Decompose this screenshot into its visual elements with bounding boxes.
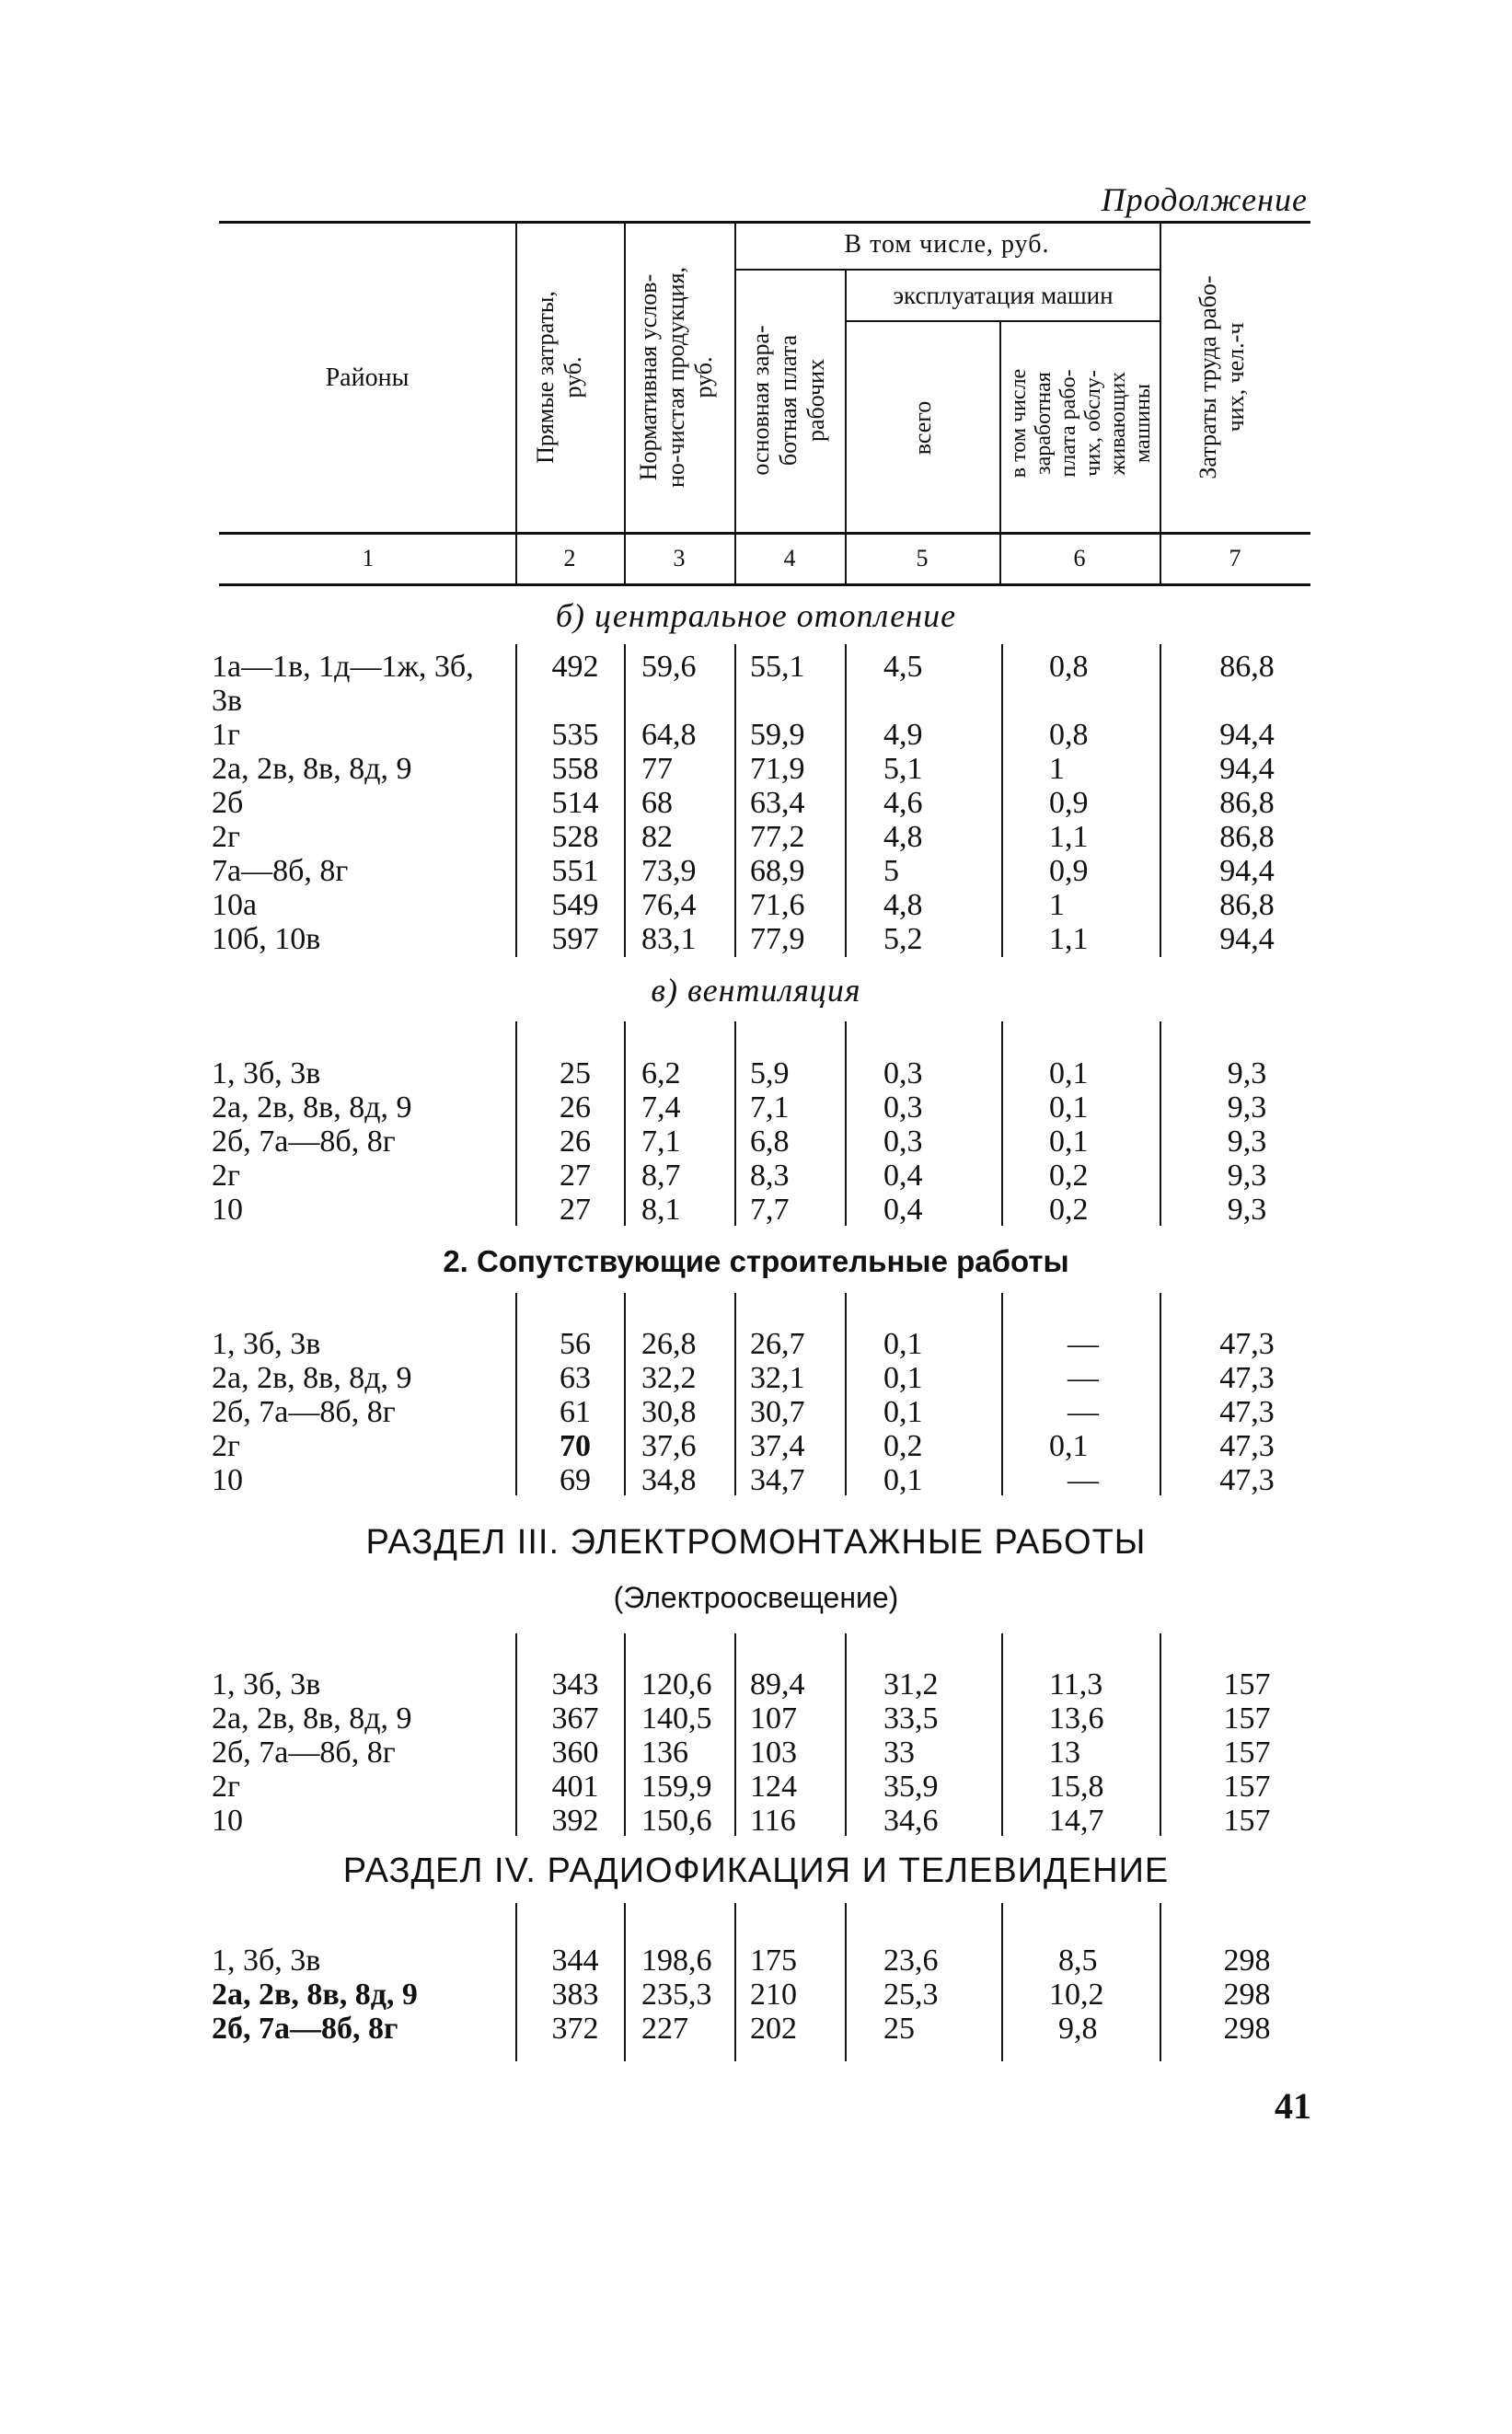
table-cell: 26,8 [641,1327,697,1361]
table-cell: 367 [551,1701,599,1736]
table-cell: 32,1 [750,1361,805,1395]
table-cell: 35,9 [883,1770,939,1804]
table-cell: 94,4 [1219,854,1275,888]
table-cell: 9,8 [1058,2012,1098,2046]
table-cell: 13 [1049,1736,1080,1770]
table-cell: 0,1 [883,1395,923,1429]
table-cell: 235,3 [641,1978,712,2012]
table-cell: 77,9 [750,922,805,956]
table-cell: 9,3 [1227,1193,1267,1227]
table-cell: 2а, 2в, 8в, 8д, 9 [212,1701,412,1736]
table-cell: 103 [750,1736,797,1770]
table-cell: 549 [551,888,599,922]
table-cell: 55,1 [750,650,805,684]
table-row [0,1090,1512,1125]
table-cell: 6,2 [641,1056,681,1090]
table-cell: 401 [551,1770,599,1804]
table-cell: 47,3 [1219,1395,1275,1429]
table-cell: — [1068,1395,1099,1429]
table-cell: 136 [641,1736,688,1770]
colnum-6: 6 [1073,545,1086,571]
table-cell: 68,9 [750,854,805,888]
table-cell: 8,1 [641,1193,681,1227]
table-cell: 10а [212,888,258,922]
table-cell: 69 [560,1463,591,1497]
section-title-electrical: РАЗДЕЛ III. ЭЛЕКТРОМОНТАЖНЫЕ РАБОТЫ [365,1523,1147,1562]
table-row [0,888,1512,922]
colnum-1: 1 [362,545,375,571]
table-row [0,1978,1512,2012]
table-cell: 9,3 [1227,1056,1267,1090]
table-cell: 8,5 [1058,1944,1098,1978]
table-cell: 4,5 [883,650,923,684]
table-cell: 1, 3б, 3в [212,1327,321,1361]
table-cell: 25,3 [883,1978,939,2012]
table-cell: 32,2 [641,1361,697,1395]
continuation-label: Продолжение [1101,181,1308,218]
table-cell: 1, 3б, 3в [212,1944,321,1978]
table-cell: 3в [212,684,243,718]
section-subtitle-lighting: (Электроосвещение) [613,1581,899,1614]
table-cell: 0,1 [1049,1056,1089,1090]
table-row [0,1056,1512,1090]
header-labor-costs: Затраты труда рабо- чих, чел.-ч [1195,275,1249,479]
table-cell: 2а, 2в, 8в, 8д, 9 [212,1361,412,1395]
table-cell: 0,4 [883,1159,923,1193]
table-cell: 11,3 [1049,1667,1103,1701]
table-cell: 6,8 [750,1125,790,1159]
table-row [0,1701,1512,1736]
table-cell: 4,9 [883,718,923,752]
table-cell: 392 [551,1804,599,1838]
table-cell: 10 [212,1193,243,1227]
table-cell: 37,6 [641,1429,697,1463]
colnum-5: 5 [916,545,929,571]
table-cell: 298 [1223,1944,1271,1978]
table-cell: 157 [1223,1804,1271,1838]
table-cell: 89,4 [750,1667,805,1701]
table-cell: 10 [212,1463,243,1497]
table-cell: 30,7 [750,1395,805,1429]
table-header [219,221,1310,585]
table-cell: 77,2 [750,820,805,854]
table-cell: 33 [883,1736,915,1770]
table-cell: 1г [212,718,240,752]
table-row [0,1804,1512,1838]
table-cell: 0,3 [883,1090,923,1125]
table-cell: 157 [1223,1770,1271,1804]
table-cell: 63,4 [750,786,805,820]
section-title-heating: б) центральное отопление [555,597,957,634]
table-cell: 25 [560,1056,591,1090]
table-cell: 25 [883,2012,915,2046]
header-direct-costs: Прямые затраты, руб. [532,291,586,464]
table-cell: 2а, 2в, 8в, 8д, 9 [212,1090,412,1125]
table-cell: 1,1 [1049,820,1089,854]
table-cell: 0,1 [883,1327,923,1361]
table-cell: 5,9 [750,1056,790,1090]
table-cell: 26 [560,1125,591,1159]
table-cell: 124 [750,1770,797,1804]
table-cell: — [1068,1463,1099,1497]
table-cell: 528 [551,820,599,854]
table-cell: 2б, 7а—8б, 8г [212,2012,398,2046]
table-cell: 86,8 [1219,650,1275,684]
table-row [0,718,1512,752]
table-cell: 2г [212,1159,240,1193]
table-cell: 9,3 [1227,1159,1267,1193]
table-cell: 1,1 [1049,922,1089,956]
table-cell: 157 [1223,1701,1271,1736]
table-cell: 1а—1в, 1д—1ж, 3б, [212,650,474,684]
table-cell: 159,9 [641,1770,712,1804]
table-cell: 94,4 [1219,922,1275,956]
table-cell: 514 [551,786,599,820]
table-cell: 227 [641,2012,688,2046]
table-cell: 31,2 [883,1667,939,1701]
table-row [0,1125,1512,1159]
table-cell: 7,1 [750,1090,790,1125]
table-cell: 63 [560,1361,591,1395]
table-cell: 2б, 7а—8б, 8г [212,1395,396,1429]
table-row [0,752,1512,786]
table-cell: 107 [750,1701,797,1736]
table-row [0,786,1512,820]
table-cell: 8,7 [641,1159,681,1193]
table-cell: 372 [551,2012,599,2046]
table-cell: 94,4 [1219,752,1275,786]
table-cell: 0,9 [1049,786,1089,820]
table-cell: 7,1 [641,1125,681,1159]
table-cell: 13,6 [1049,1701,1104,1736]
table-cell: 2г [212,820,240,854]
table-row [0,1193,1512,1227]
table-cell: 558 [551,752,599,786]
table-cell: 551 [551,854,599,888]
table-cell: 1, 3б, 3в [212,1056,321,1090]
table-cell: 9,3 [1227,1090,1267,1125]
table-cell: 0,8 [1049,650,1089,684]
table-cell: — [1068,1327,1099,1361]
table-row [0,650,1512,684]
table-cell: 175 [750,1944,797,1978]
table-cell: 2б [212,786,244,820]
table-cell: 59,6 [641,650,697,684]
table-cell: 0,8 [1049,718,1089,752]
section-title-construction: 2. Сопутствующие строительные работы [443,1244,1069,1278]
table-row [0,1429,1512,1463]
table-cell: 26,7 [750,1327,805,1361]
header-machine-total: всего [909,400,936,456]
table-cell: 0,2 [883,1429,923,1463]
table-cell: 210 [750,1978,797,2012]
table-row [0,922,1512,956]
table-cell: 0,1 [883,1361,923,1395]
table-cell: 82 [641,820,673,854]
table-cell: 116 [750,1804,796,1838]
table-cell: 344 [551,1944,599,1978]
table-row [0,2012,1512,2046]
table-row [0,854,1512,888]
table-cell: 0,3 [883,1056,923,1090]
table-row [0,1159,1512,1193]
table-cell: 5 [883,854,899,888]
table-cell: 15,8 [1049,1770,1104,1804]
table-cell: 2г [212,1770,240,1804]
header-machine-wage: в том числе заработная плата рабо- чих, обслу- живающих машины [1007,368,1155,479]
table-cell: 8,3 [750,1159,790,1193]
table-row [0,1463,1512,1497]
table-row [0,684,1512,718]
table-cell: 47,3 [1219,1463,1275,1497]
table-cell: 56 [560,1327,591,1361]
table-row [0,1736,1512,1770]
header-regions: Районы [325,363,410,392]
table-cell: 86,8 [1219,888,1275,922]
table-cell: 1 [1049,888,1065,922]
table-cell: 120,6 [641,1667,712,1701]
header-group: В том числе, руб. [844,230,1050,259]
table-cell: 7,7 [750,1193,790,1227]
header-machine-operation: эксплуатация машин [893,282,1114,309]
table-cell: 2б, 7а—8б, 8г [212,1736,396,1770]
colnum-4: 4 [783,545,796,571]
table-cell: 492 [551,650,599,684]
colnum-2: 2 [563,545,576,571]
table-cell: 0,1 [1049,1429,1089,1463]
table-cell: 202 [750,2012,797,2046]
table-cell: 27 [560,1159,591,1193]
table-cell: 4,6 [883,786,923,820]
table-cell: 5,2 [883,922,923,956]
table-cell: 23,6 [883,1944,939,1978]
table-cell: 4,8 [883,888,923,922]
table-cell: 597 [551,922,599,956]
table-row [0,820,1512,854]
table-cell: 157 [1223,1736,1271,1770]
table-cell: 71,6 [750,888,805,922]
table-cell: 26 [560,1090,591,1125]
table-cell: 140,5 [641,1701,712,1736]
table-cell: 9,3 [1227,1125,1267,1159]
table-cell: 7,4 [641,1090,681,1125]
table-cell: 76,4 [641,888,697,922]
table-cell: 0,4 [883,1193,923,1227]
table-cell: 1 [1049,752,1065,786]
table-cell: 198,6 [641,1944,712,1978]
table-cell: 47,3 [1219,1429,1275,1463]
table-cell: 70 [560,1429,591,1463]
table-row [0,1327,1512,1361]
table-cell: 2б, 7а—8б, 8г [212,1125,396,1159]
table-cell: 7а—8б, 8г [212,854,349,888]
table-cell: 360 [551,1736,599,1770]
table-cell: 10 [212,1804,243,1838]
table-cell: 2а, 2в, 8в, 8д, 9 [212,1978,418,2012]
table-cell: 61 [560,1395,591,1429]
colnum-7: 7 [1229,545,1241,571]
table-cell: 73,9 [641,854,697,888]
table-cell: 37,4 [750,1429,805,1463]
table-cell: 27 [560,1193,591,1227]
table-cell: 298 [1223,2012,1271,2046]
table-cell: 4,8 [883,820,923,854]
table-cell: 14,7 [1049,1804,1104,1838]
table-cell: 383 [551,1978,599,2012]
table-cell: 5,1 [883,752,923,786]
table-cell: 0,2 [1049,1193,1089,1227]
table-row [0,1770,1512,1804]
header-base-wage: основная зара- ботная плата рабочих [747,325,829,476]
table-cell: 0,3 [883,1125,923,1159]
table-cell: 47,3 [1219,1327,1275,1361]
table-cell: 64,8 [641,718,697,752]
table-cell: 1, 3б, 3в [212,1667,321,1701]
table-cell: 71,9 [750,752,805,786]
table-cell: 0,1 [883,1463,923,1497]
table-cell: 34,8 [641,1463,697,1497]
section-title-ventilation: в) вентиляция [651,972,861,1009]
table-cell: 0,1 [1049,1125,1089,1159]
table-cell: 10,2 [1049,1978,1104,2012]
table-cell: 30,8 [641,1395,697,1429]
table-cell: 34,7 [750,1463,805,1497]
table-cell: 0,2 [1049,1159,1089,1193]
table-cell: 298 [1223,1978,1271,2012]
table-cell: 2а, 2в, 8в, 8д, 9 [212,752,412,786]
table-cell: 0,1 [1049,1090,1089,1125]
table-cell: 0,9 [1049,854,1089,888]
page-number: 41 [1275,2085,1311,2127]
table-cell: 59,9 [750,718,805,752]
table-cell: 34,6 [883,1804,939,1838]
table-cell: 94,4 [1219,718,1275,752]
table-cell: 77 [641,752,673,786]
table-cell: 343 [551,1667,599,1701]
table-cell: 157 [1223,1667,1271,1701]
table-cell: 86,8 [1219,786,1275,820]
table-cell: 150,6 [641,1804,712,1838]
table-cell: 47,3 [1219,1361,1275,1395]
table-cell: 83,1 [641,922,697,956]
table-cell: 68 [641,786,673,820]
table-row [0,1667,1512,1701]
header-normative-product: Нормативная услов- но-чистая продукция, руб. [635,266,717,489]
table-cell: 10б, 10в [212,922,321,956]
table-row [0,1395,1512,1429]
colnum-3: 3 [673,545,686,571]
table-row [0,1944,1512,1978]
table-cell: 535 [551,718,599,752]
table-cell: — [1068,1361,1099,1395]
table-cell: 2г [212,1429,240,1463]
table-row [0,1361,1512,1395]
table-cell: 86,8 [1219,820,1275,854]
table-cell: 33,5 [883,1701,939,1736]
section-title-radio-tv: РАЗДЕЛ IV. РАДИОФИКАЦИЯ И ТЕЛЕВИДЕНИЕ [342,1851,1170,1890]
